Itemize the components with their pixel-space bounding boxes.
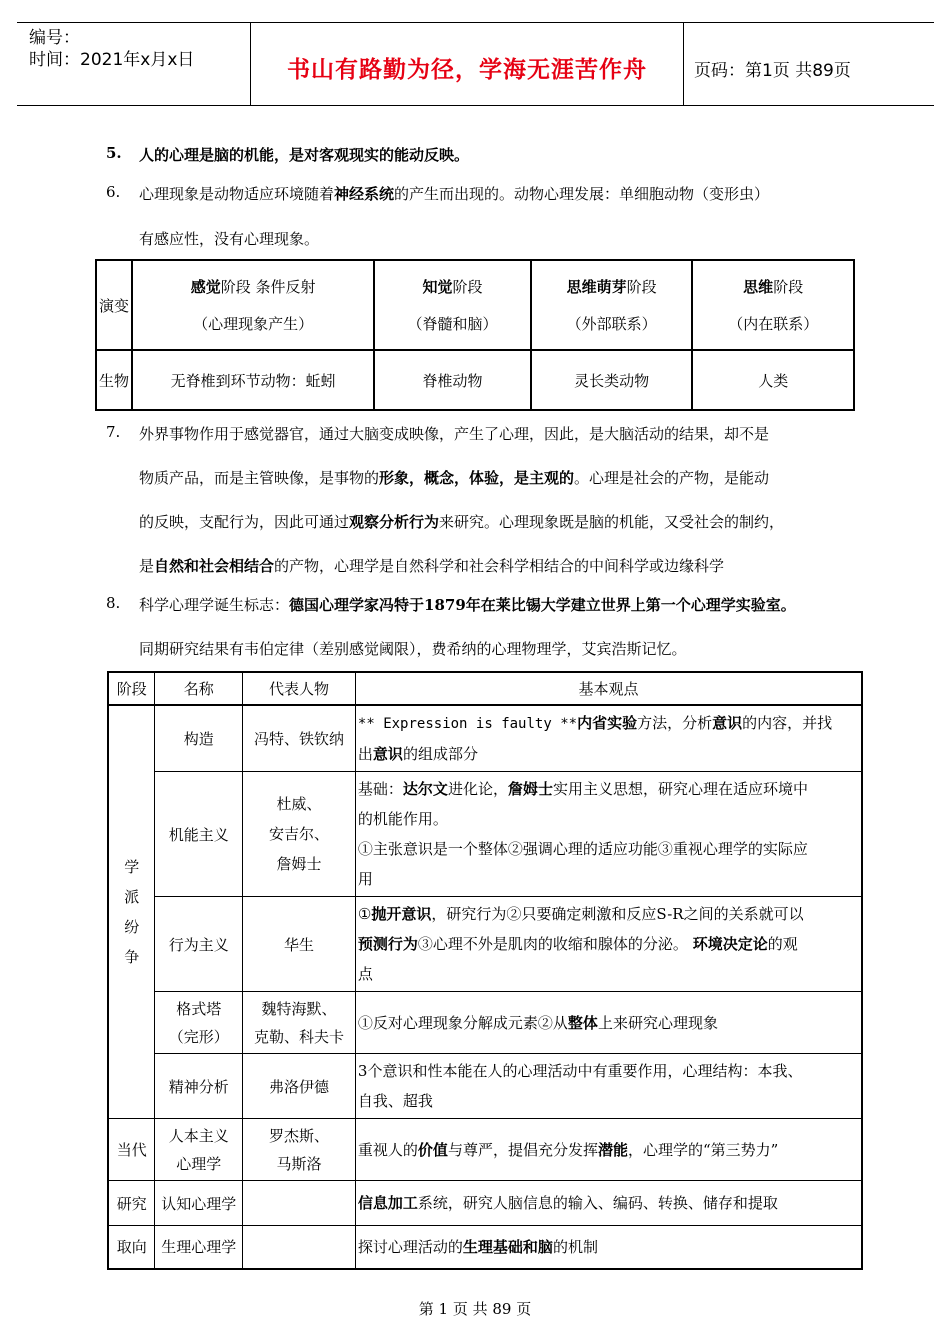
organism-cell: 灵长类动物 bbox=[531, 350, 693, 410]
school-people: 魏特海默、 克勒、科夫卡 bbox=[243, 992, 356, 1054]
item-7-line-2: 物质产品，而是主管映像，是事物的形象，概念，体验，是主观的。心理是社会的产物，是能动 bbox=[139, 469, 770, 487]
school-people: 冯特、铁钦纳 bbox=[243, 705, 356, 772]
group-label: 研究 bbox=[108, 1181, 155, 1226]
item-7-line-1: 外界事物作用于感觉器官，通过大脑变成映像，产生了心理，因此，是大脑活动的结果，却不是 bbox=[139, 425, 770, 443]
school-people: 华生 bbox=[243, 897, 356, 992]
table-row bbox=[96, 260, 854, 350]
school-view: 信息加工系统，研究人脑信息的输入、编码、转换、储存和提取 bbox=[355, 1181, 862, 1226]
stage-cell: 知觉阶段 （脊髓和脑） bbox=[374, 260, 531, 350]
school-view: 3个意识和性本能在人的心理活动中有重要作用，心理结构：本我、 自我、超我 bbox=[355, 1054, 862, 1119]
table-row bbox=[108, 897, 862, 992]
table-row bbox=[108, 1181, 862, 1226]
evolution-table bbox=[95, 259, 855, 411]
header-divider bbox=[683, 23, 684, 105]
item-number: 7. bbox=[106, 423, 121, 441]
school-view: 基础：达尔文进化论，詹姆士实用主义思想，研究心理在适应环境中 的机能作用。 ①主张意识是一个整体②强调心理的适应功能③重视心理学的实际应 用 bbox=[355, 772, 862, 897]
item-6-line-2: 有感应性，没有心理现象。 bbox=[139, 230, 320, 248]
organism-cell: 脊椎动物 bbox=[374, 350, 531, 410]
school-name: 认知心理学 bbox=[155, 1181, 243, 1226]
item-8-line-1: 科学心理学诞生标志：德国心理学家冯特于1879年在莱比锡大学建立世界上第一个心理学实验室。 bbox=[139, 596, 796, 614]
number-label: 编号： bbox=[29, 28, 80, 48]
row-label: 生物 bbox=[96, 350, 132, 410]
group-label: 当代 bbox=[108, 1119, 155, 1181]
row-label: 演变 bbox=[96, 260, 132, 350]
school-name: 生理心理学 bbox=[155, 1226, 243, 1269]
group-label: 取向 bbox=[108, 1226, 155, 1269]
item-7-line-4: 是自然和社会相结合的产物，心理学是自然科学和社会科学相结合的中间科学或边缘科学 bbox=[139, 557, 725, 575]
item-8-line-2: 同期研究结果有韦伯定律（差别感觉阈限），费希纳的心理物理学，艾宾浩斯记忆。 bbox=[139, 640, 687, 658]
stage-cell: 思维阶段 （内在联系） bbox=[692, 260, 854, 350]
item-number: 5. bbox=[106, 144, 122, 162]
item-7-line-3: 的反映，支配行为，因此可通过观察分析行为来研究。心理现象既是脑的机能，又受社会的制约， bbox=[139, 513, 785, 531]
table-header-row bbox=[108, 672, 862, 705]
table-row bbox=[108, 705, 862, 772]
stage-cell: 思维萌芽阶段 （外部联系） bbox=[531, 260, 693, 350]
table-row bbox=[108, 1054, 862, 1119]
schools-table bbox=[107, 671, 863, 1270]
organism-cell: 人类 bbox=[692, 350, 854, 410]
page-footer: 第 1 页 共 89 页 bbox=[418, 1300, 532, 1318]
page-info: 页码：第1页 共89页 bbox=[694, 61, 851, 81]
school-view: 重视人的价值与尊严，提倡充分发挥潜能，心理学的“第三势力” bbox=[355, 1119, 862, 1181]
school-people bbox=[243, 1181, 356, 1226]
school-view: ①抛开意识，研究行为②只要确定刺激和反应S-R之间的关系就可以 预测行为③心理不外是肌肉的收缩和腺体的分泌。 环境决定论的观 点 bbox=[355, 897, 862, 992]
column-header: 基本观点 bbox=[355, 672, 862, 705]
table-row bbox=[108, 1119, 862, 1181]
stage-cell: 感觉阶段 条件反射 （心理现象产生） bbox=[132, 260, 374, 350]
school-view: ** Expression is faulty **内省实验方法，分析意识的内容，并找 出意识的组成部分 bbox=[355, 705, 862, 772]
school-people: 弗洛伊德 bbox=[243, 1054, 356, 1119]
page-header bbox=[17, 22, 934, 106]
item-number: 6. bbox=[106, 183, 121, 201]
date-line: 时间：2021年x月x日 bbox=[29, 50, 195, 70]
column-header: 阶段 bbox=[108, 672, 155, 705]
item-6-line-1: 心理现象是动物适应环境随着神经系统的产生而出现的。动物心理发展：单细胞动物（变形虫） bbox=[139, 185, 770, 203]
table-row bbox=[108, 772, 862, 897]
school-name: 精神分析 bbox=[155, 1054, 243, 1119]
school-name: 人本主义 心理学 bbox=[155, 1119, 243, 1181]
header-meta bbox=[29, 27, 194, 71]
column-header: 代表人物 bbox=[243, 672, 356, 705]
school-view: ①反对心理现象分解成元素②从整体上来研究心理现象 bbox=[355, 992, 862, 1054]
school-view: 探讨心理活动的生理基础和脑的机制 bbox=[355, 1226, 862, 1269]
school-people bbox=[243, 1226, 356, 1269]
item-number: 8. bbox=[106, 594, 121, 612]
table-row bbox=[108, 992, 862, 1054]
school-name: 格式塔 （完形） bbox=[155, 992, 243, 1054]
school-people: 罗杰斯、 马斯洛 bbox=[243, 1119, 356, 1181]
table-row bbox=[108, 1226, 862, 1269]
column-header: 名称 bbox=[155, 672, 243, 705]
motto: 书山有路勤为径，学海无涯苦作舟 bbox=[287, 57, 647, 83]
item-5-text: 人的心理是脑的机能，是对客观现实的能动反映。 bbox=[139, 146, 470, 164]
school-name: 机能主义 bbox=[155, 772, 243, 897]
table-row bbox=[96, 350, 854, 410]
school-name: 构造 bbox=[155, 705, 243, 772]
group-label: 学 派 纷 争 bbox=[108, 705, 155, 1119]
organism-cell: 无脊椎到环节动物：蚯蚓 bbox=[132, 350, 374, 410]
school-people: 杜威、 安吉尔、 詹姆士 bbox=[243, 772, 356, 897]
school-name: 行为主义 bbox=[155, 897, 243, 992]
